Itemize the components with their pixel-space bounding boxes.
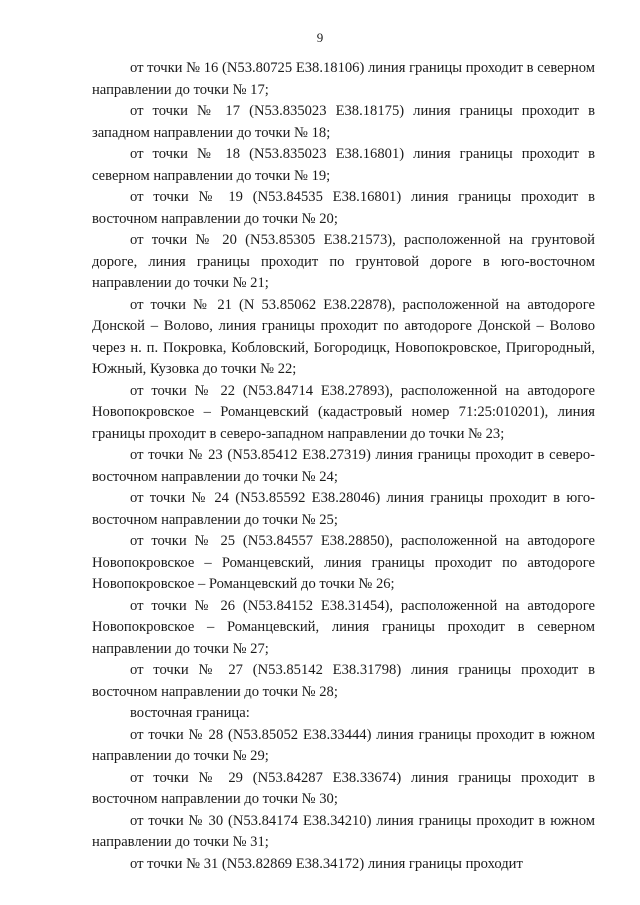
page-number: 9 bbox=[316, 30, 324, 45]
paragraph: от точки № 29 (N53.84287 E38.33674) линия границы проходит в восточном направлении до точки № 30; bbox=[92, 769, 595, 807]
paragraph: от точки № 28 (N53.85052 E38.33444) линия границы проходит в южном направлении до точки № 29; bbox=[92, 726, 595, 764]
paragraph: от точки № 31 (N53.82869 E38.34172) линия границы проходит bbox=[130, 855, 523, 872]
section-heading: восточная граница: bbox=[130, 705, 250, 721]
paragraph: от точки № 24 (N53.85592 E38.28046) линия границы проходит в юго-восточном направлении до точки № 25; bbox=[92, 490, 595, 528]
paragraph: от точки № 22 (N53.84714 E38.27893), расположенной на автодороге Новопокровское – Романцевский (кадастровый номер 71:25:010201), линия границы проходит в северо-западном направлении до точки № 23; bbox=[92, 382, 595, 442]
paragraph: от точки № 18 (N53.835023 E38.16801) линия границы проходит в северном направлении до точки № 19; bbox=[92, 146, 595, 184]
document-body bbox=[92, 58, 595, 875]
paragraph: от точки № 30 (N53.84174 E38.34210) линия границы проходит в южном направлении до точки № 31; bbox=[92, 812, 595, 850]
paragraph: от точки № 21 (N 53.85062 E38.22878), расположенной на автодороге Донской – Волово, линия границы проходит по автодороге Донской – Волово через н. п. Покровка, Кобловский, Богородицк, Новопокровское, Пригородный, Южный, Кузовка до точки № 22; bbox=[92, 296, 595, 377]
paragraph: от точки № 19 (N53.84535 E38.16801) линия границы проходит в восточном направлении до точки № 20; bbox=[92, 189, 595, 227]
paragraph: от точки № 20 (N53.85305 E38.21573), расположенной на грунтовой дороге, линия границы проходит по грунтовой дороге в юго-восточном направлении до точки № 21; bbox=[92, 232, 595, 291]
paragraph: от точки № 26 (N53.84152 E38.31454), расположенной на автодороге Новопокровское – Романцевский, линия границы проходит в северном направлении до точки № 27; bbox=[92, 597, 595, 657]
paragraph: от точки № 17 (N53.835023 E38.18175) линия границы проходит в западном направлении до точки № 18; bbox=[92, 103, 595, 141]
paragraph: от точки № 25 (N53.84557 E38.28850), расположенной на автодороге Новопокровское – Романцевский, линия границы проходит по автодороге Новопокровское – Романцевский до точки № 26; bbox=[92, 533, 595, 592]
paragraph: от точки № 16 (N53.80725 E38.18106) линия границы проходит в северном направлении до точки № 17; bbox=[92, 60, 595, 98]
paragraph: от точки № 23 (N53.85412 E38.27319) линия границы проходит в северо-восточном направлении до точки № 24; bbox=[92, 447, 595, 485]
paragraph: от точки № 27 (N53.85142 E38.31798) линия границы проходит в восточном направлении до точки № 28; bbox=[92, 662, 595, 700]
